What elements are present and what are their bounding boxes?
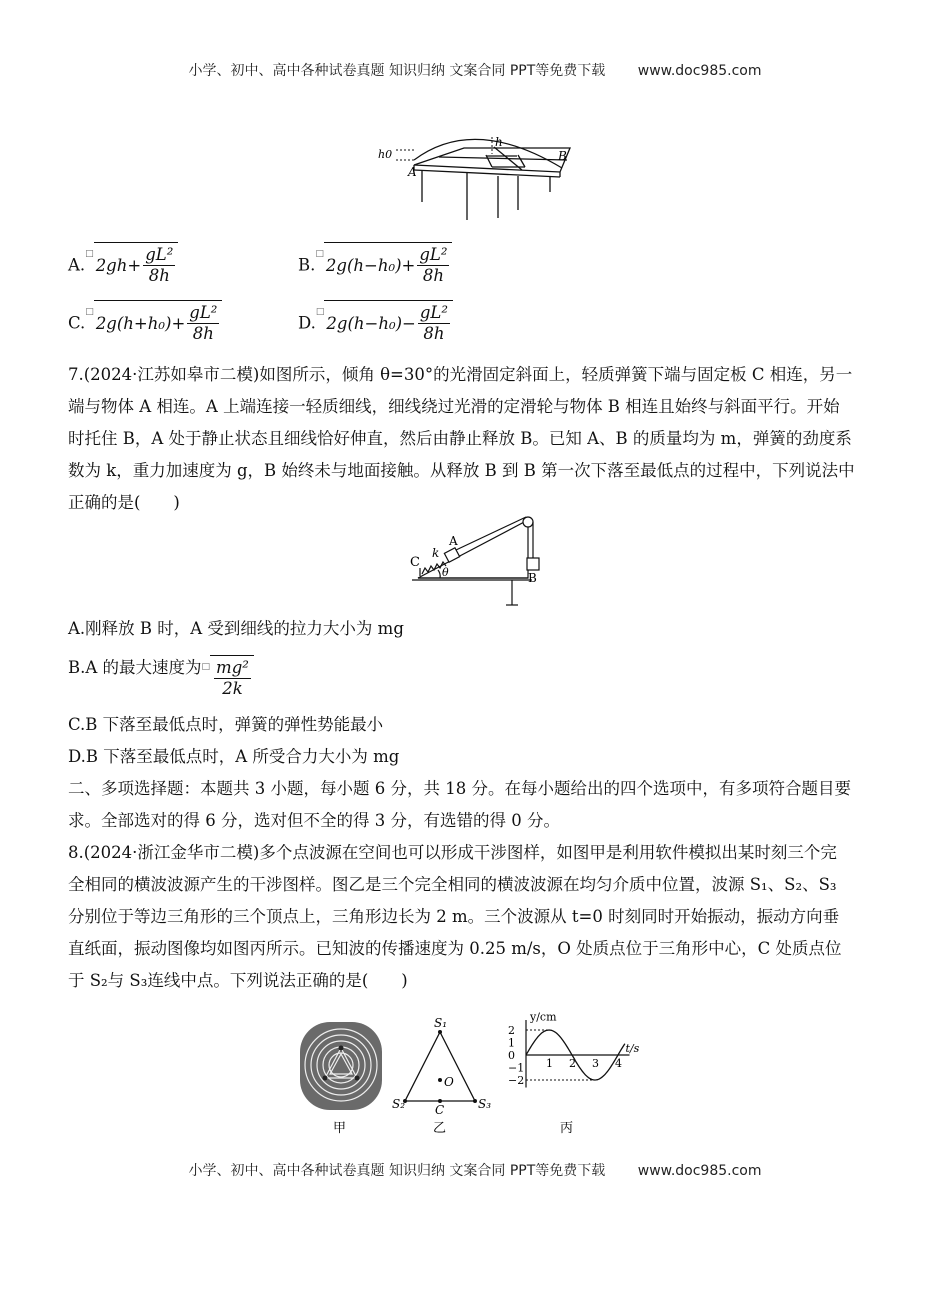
footer-text: 小学、初中、高中各种试卷真题 知识归纳 文案合同 PPT等免费下载: [188, 1163, 606, 1179]
page-header: [0, 60, 950, 80]
y-tick-label: −1: [508, 1061, 525, 1075]
header-url[interactable]: www.doc985.com: [637, 63, 762, 79]
vibration-chart: [508, 1011, 640, 1088]
label-yi: 乙: [433, 1121, 447, 1136]
q7-line-4: 数为 k，重力加速度为 g，B 始终未与地面接触。从释放 B 到 B 第一次下落至最低点的过程中，下列说法中: [68, 461, 855, 480]
label-h0: h0: [378, 148, 393, 161]
x-tick-label: 3: [592, 1057, 599, 1070]
label-B: B: [528, 571, 537, 585]
q8-line-4: 直纸面，振动图像均如图丙所示。已知波的传播速度为 0.25 m/s，O 处质点位于三角形中心，C 处质点位: [68, 939, 842, 958]
table-figure: [374, 130, 584, 225]
label-B: B: [558, 149, 567, 163]
q7-option-d[interactable]: D.B 下落至最低点时，A 所受合力大小为 mg: [68, 747, 400, 766]
q7-line-3: 时托住 B，A 处于静止状态且细线恰好伸直，然后由静止释放 B。已知 A、B 的质量均为 m，弹簧的劲度系: [68, 429, 852, 448]
q6-option-c[interactable]: C.□ 2g(h+h₀)+ $\frac{\text{gL²}}{8h}$: [68, 300, 222, 344]
label-k: k: [432, 546, 440, 560]
interference-pattern: [300, 1022, 382, 1110]
label-S2: S₂: [392, 1097, 406, 1111]
q8-line-2: 全相同的横波波源产生的干涉图样。图乙是三个完全相同的横波波源在均匀介质中位置，波源 S₁、S₂、S₃: [68, 875, 837, 894]
label-C: C: [435, 1103, 445, 1117]
section2-line-1: 二、多项选择题：本题共 3 小题，每小题 6 分，共 18 分。在每小题给出的四个选项中，有多项符合题目要: [68, 779, 851, 798]
y-tick-label: 0: [508, 1049, 515, 1062]
label-theta: θ: [442, 566, 449, 579]
x-axis-label: t/s: [625, 1042, 640, 1055]
x-tick-label: 4: [615, 1057, 622, 1070]
q7-option-a[interactable]: A.刚释放 B 时，A 受到细线的拉力大小为 mg: [68, 619, 404, 638]
page-footer: [0, 1160, 950, 1180]
label-jia: 甲: [333, 1121, 347, 1136]
q6-option-b[interactable]: B.□ 2g(h−h₀)+ $\frac{\text{gL²}}{8h}$: [298, 242, 452, 286]
q6-option-a[interactable]: A.□ 2gh+ $\frac{\text{gL²}}{8h}$: [68, 242, 178, 286]
x-tick-label: 2: [569, 1057, 576, 1070]
section2-line-2: 求。全部选对的得 6 分，选对但不全的得 3 分，有选错的得 0 分。: [68, 811, 560, 830]
label-S3: S₃: [478, 1097, 492, 1111]
q8-line-5: 于 S₂与 S₃连线中点。下列说法正确的是( ): [68, 971, 408, 990]
header-text: 小学、初中、高中各种试卷真题 知识归纳 文案合同 PPT等免费下载: [188, 63, 606, 79]
label-bing: 丙: [560, 1121, 574, 1136]
label-A: A: [408, 165, 417, 179]
y-tick-label: −2: [508, 1074, 525, 1087]
q8-figures: [290, 1000, 680, 1140]
q7-option-b[interactable]: B.A 的最大速度为□ $\frac{\text{mg²}}{2k}$: [68, 655, 888, 699]
q8-line-1: 8.(2024·浙江金华市二模)多个点波源在空间也可以形成干涉图样，如图甲是利用软件模拟出某时刻三个完: [68, 843, 837, 862]
label-A: A: [449, 534, 458, 548]
y-tick-label: 2: [508, 1024, 515, 1037]
y-tick-label: 1: [508, 1036, 515, 1050]
q7-line-1: 7.(2024·江苏如皋市二模)如图所示，倾角 θ=30°的光滑固定斜面上，轻质弹簧下端与固定板 C 相连，另一: [68, 365, 853, 384]
footer-url[interactable]: www.doc985.com: [637, 1163, 762, 1179]
q7-option-c[interactable]: C.B 下落至最低点时，弹簧的弹性势能最小: [68, 715, 384, 734]
label-C: C: [410, 555, 420, 570]
incline-figure: [408, 510, 558, 610]
y-axis-label: y/cm: [530, 1010, 557, 1024]
q7-line-2: 端与物体 A 相连。A 上端连接一轻质细线，细线绕过光滑的定滑轮与物体 B 相连且始终与斜面平行。开始: [68, 397, 840, 416]
q6-option-d[interactable]: D.□ 2g(h−h₀)− $\frac{\text{gL²}}{8h}$: [298, 300, 453, 344]
x-tick-label: 1: [546, 1057, 553, 1070]
label-O: O: [444, 1075, 454, 1089]
q7-line-5: 正确的是( ): [68, 493, 180, 512]
label-S1: S₁: [434, 1016, 448, 1030]
label-h: h: [495, 135, 503, 149]
q8-line-3: 分别位于等边三角形的三个顶点上，三角形边长为 2 m。三个波源从 t=0 时刻同时开始振动，振动方向垂: [68, 907, 840, 926]
